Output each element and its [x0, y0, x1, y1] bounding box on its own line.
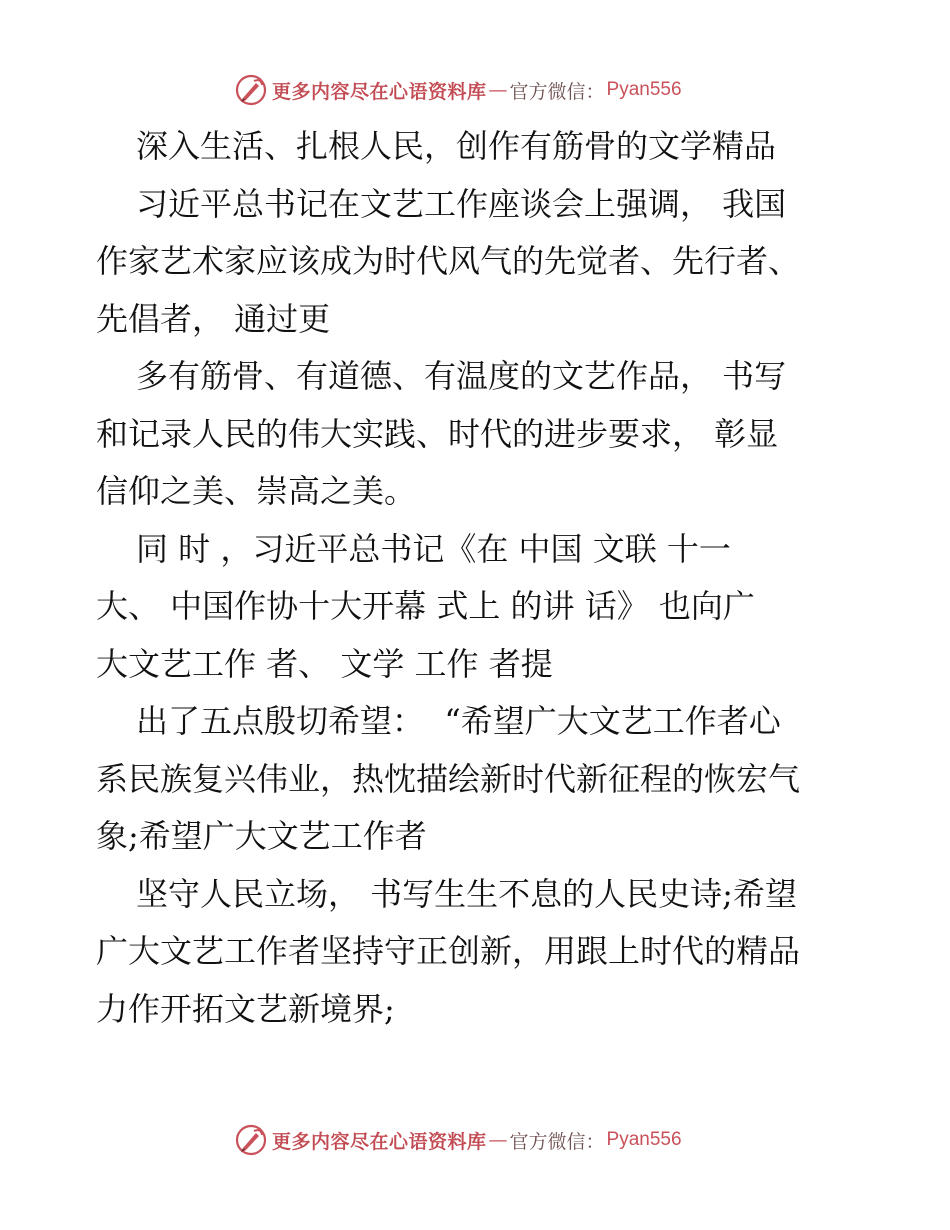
watermark-dash: — [488, 79, 508, 101]
paragraph-line: 和记录人民的伟大实践、时代的进步要求， 彰显 [96, 414, 779, 453]
pen-logo-icon [234, 1123, 268, 1157]
footer-watermark [234, 1123, 682, 1157]
paragraph-line: 出了五点殷切希望： “希望广大文艺工作者心 [136, 702, 781, 740]
watermark-official-label: 官方微信： [509, 1130, 605, 1153]
paragraph-line: 习近平总书记在文艺工作座谈会上强调， 我国 [136, 184, 787, 223]
pen-logo-icon [234, 73, 268, 107]
paragraph-line: 多有筋骨、有道德、有温度的文艺作品， 书写 [136, 357, 787, 395]
paragraph-line: 系民族复兴伟业，热忱描绘新时代新征程的恢宏气 [96, 759, 801, 798]
paragraph-line: 力作开拓文艺新境界; [96, 989, 395, 1028]
paragraph-line: 同 时 ，习近平总书记《在 中国 文联 十一 [136, 529, 731, 568]
paragraph-line: 信仰之美、崇高之美。 [96, 472, 417, 510]
paragraph-line: 大文艺工作 者、 文学 工作 者提 [96, 644, 553, 683]
watermark-site-name: 更多内容尽在心语资料库 [272, 1130, 487, 1153]
paragraph-line: 象;希望广大文艺工作者 [96, 817, 427, 855]
body-text [96, 118, 856, 1038]
watermark-official-label: 官方微信： [509, 80, 605, 103]
paragraph-line: 先倡者， 通过更 [96, 299, 331, 338]
watermark-site-name: 更多内容尽在心语资料库 [272, 80, 487, 103]
paragraph-line: 坚守人民立场， 书写生生不息的人民史诗;希望 [136, 874, 797, 913]
watermark-dash: — [488, 1129, 508, 1151]
paragraph-line: 作家艺术家应该成为时代风气的先觉者、先行者、 [96, 242, 801, 280]
header-watermark [234, 73, 682, 107]
paragraph-line: 深入生活、扎根人民，创作有筋骨的文学精品 [136, 127, 777, 165]
paragraph-line: 广大文艺工作者坚持守正创新，用跟上时代的精品 [96, 932, 801, 970]
watermark-handle: Pyan556 [606, 1129, 682, 1150]
paragraph-line: 大、 中国作协十大开幕 式上 的讲 话》 也向广 [96, 587, 755, 625]
watermark-handle: Pyan556 [606, 79, 682, 100]
